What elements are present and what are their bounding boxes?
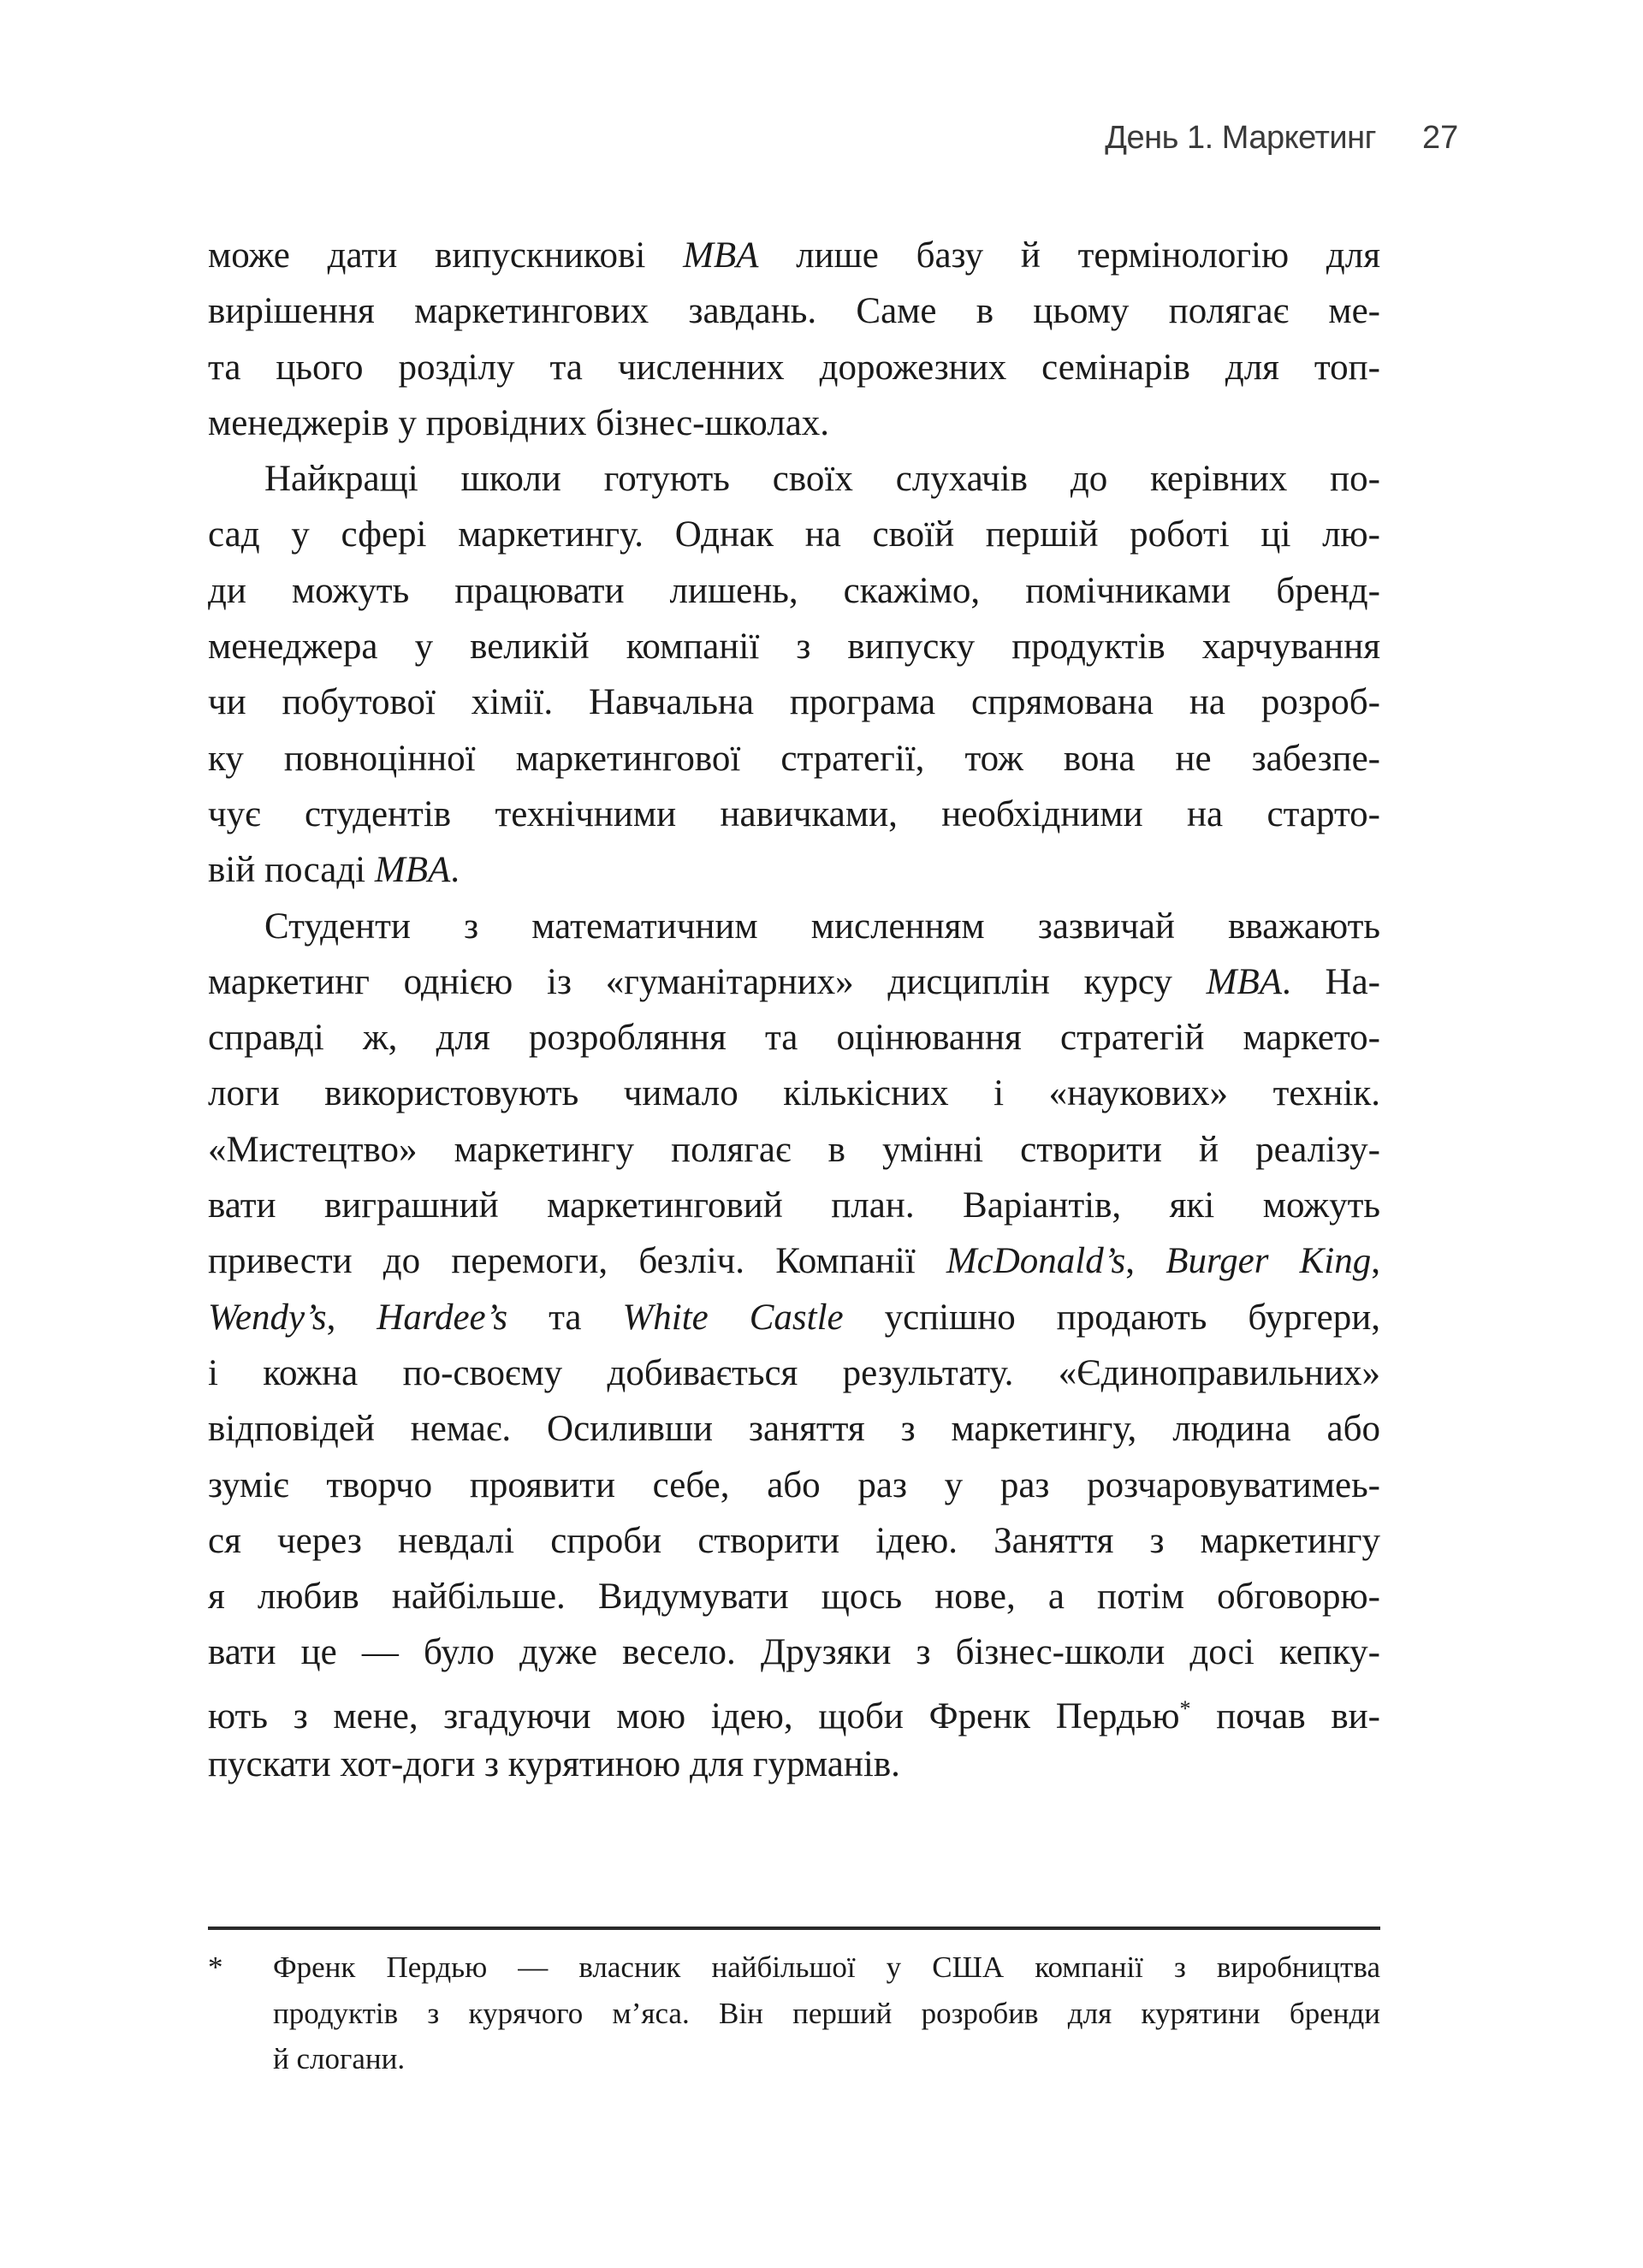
text-segment: логи використовують чимало кількісних і «наукових» технік.	[208, 1073, 1380, 1114]
text-line	[208, 674, 1380, 730]
page-number: 27	[1422, 120, 1459, 156]
text-segment: ють з мене, згадуючи мою ідею, щоби Френк Пердью	[208, 1695, 1180, 1737]
text-line	[208, 451, 1380, 507]
text-segment: вирішення маркетингових завдань. Саме в цьому полягає ме-	[208, 291, 1380, 332]
footnote-divider	[208, 1927, 1380, 1930]
text-segment: лише базу й термінологію для	[758, 235, 1380, 276]
text-segment: менеджерів у провідних бізнес-школах.	[208, 402, 830, 443]
paragraph	[208, 228, 1380, 451]
text-line	[208, 1737, 1380, 1792]
text-segment: чує студентів технічними навичками, необхідними на старто-	[208, 793, 1380, 834]
text-segment: Найкращі школи готують своїх слухачів до керівних по-	[264, 459, 1380, 500]
italic-text: Burger King	[1166, 1241, 1372, 1282]
text-line	[208, 731, 1380, 787]
text-segment: привести до перемоги, безліч. Компанії	[208, 1241, 946, 1282]
text-segment: вати це — було дуже весело. Друзяки з бізнес-школи досі кепку-	[208, 1632, 1380, 1673]
text-line	[208, 1569, 1380, 1624]
text-segment: Студенти з математичним мисленням зазвичай вважають	[264, 905, 1380, 947]
text-segment: .	[450, 850, 460, 891]
text-segment: та цього розділу та численних дорожезних семінарів для топ-	[208, 347, 1380, 388]
text-line	[208, 787, 1380, 842]
text-line	[208, 1458, 1380, 1513]
text-segment: . На-	[1282, 961, 1380, 1002]
text-line	[208, 619, 1380, 674]
italic-text: Hardee’s	[377, 1297, 508, 1338]
text-line	[208, 1010, 1380, 1066]
text-segment: ,	[326, 1297, 377, 1338]
text-segment: вій посаді	[208, 850, 375, 891]
text-line	[208, 1513, 1380, 1569]
text-segment: і кожна по-своєму добивається результату. «Єдиноправильних»	[208, 1352, 1380, 1393]
text-line	[208, 507, 1380, 562]
text-segment: чи побутової хімії. Навчальна програма спрямована на розроб-	[208, 682, 1380, 723]
text-segment: успішно продають бургери,	[843, 1297, 1380, 1338]
text-line	[208, 1290, 1380, 1345]
text-segment: ди можуть працювати лишень, скажімо, помічниками бренд-	[208, 570, 1380, 611]
text-line	[208, 1122, 1380, 1178]
text-segment: ,	[1125, 1241, 1166, 1282]
text-segment: може дати випускникові	[208, 235, 684, 276]
text-line	[208, 899, 1380, 954]
text-line	[208, 1066, 1380, 1121]
text-line	[208, 1624, 1380, 1680]
paragraph	[208, 451, 1380, 898]
italic-text: MBA	[374, 850, 451, 891]
text-line	[208, 283, 1380, 339]
text-segment: справді ж, для розробляння та оцінювання стратегій маркето-	[208, 1018, 1380, 1059]
text-line	[208, 1233, 1380, 1289]
italic-text: Wendy’s	[208, 1297, 327, 1338]
text-segment: зуміє творчо проявити себе, або раз у раз розчаровуватимеь-	[208, 1464, 1380, 1505]
text-segment: я любив найбільше. Видумувати щось нове, а потім обговорю-	[208, 1576, 1380, 1618]
text-line	[208, 563, 1380, 619]
italic-text: MBA	[1206, 961, 1283, 1002]
italic-text: MBA	[683, 235, 759, 276]
footnote-line: Френк Пердью — власник найбільшої у США компанії з виробництва	[273, 1950, 1380, 1984]
text-segment: «Мистецтво» маркетингу полягає в умінні створити й реалізу-	[208, 1129, 1380, 1170]
text-segment: відповідей немає. Осиливши заняття з маркетингу, людина або	[208, 1409, 1380, 1450]
italic-text: White Castle	[622, 1297, 844, 1338]
text-line	[208, 1178, 1380, 1233]
footnote-reference: *	[1179, 1695, 1191, 1721]
footnote-line: й слогани.	[273, 2042, 406, 2075]
body-text	[208, 228, 1380, 1792]
running-header	[0, 120, 1643, 163]
footnote-line: продуктів з курячого м’яса. Він перший розробив для курятини бренди	[273, 1996, 1380, 2030]
text-segment: маркетинг однією із «гуманітарних» дисциплін курсу	[208, 961, 1207, 1002]
text-segment: менеджера у великій компанії з випуску продуктів харчування	[208, 626, 1380, 668]
italic-text: McDonald’s	[946, 1241, 1126, 1282]
text-segment: вати виграшний маркетинговий план. Варіантів, які можуть	[208, 1185, 1380, 1226]
text-line	[208, 1401, 1380, 1457]
text-line	[208, 1681, 1380, 1737]
text-segment: ся через невдалі спроби створити ідею. Заняття з маркетингу	[208, 1520, 1380, 1561]
running-title: День 1. Маркетинг	[1105, 120, 1376, 156]
text-segment: ,	[1371, 1241, 1380, 1282]
text-line	[208, 842, 1380, 898]
text-segment: пускати хот-доги з курятиною для гурманів.	[208, 1744, 900, 1785]
text-line	[208, 340, 1380, 395]
text-segment: сад у сфері маркетингу. Однак на своїй першій роботі ці лю-	[208, 514, 1380, 555]
text-segment: ку повноцінної маркетингової стратегії, тож вона не забезпе-	[208, 738, 1380, 779]
footnote	[208, 1944, 1380, 2082]
text-segment: та	[507, 1297, 623, 1338]
footnote-marker: *	[208, 1950, 223, 1984]
paragraph	[208, 899, 1380, 1793]
text-segment: почав ви-	[1190, 1695, 1380, 1737]
text-line	[208, 395, 1380, 451]
text-line	[208, 228, 1380, 283]
text-line	[208, 954, 1380, 1010]
text-line	[208, 1345, 1380, 1401]
